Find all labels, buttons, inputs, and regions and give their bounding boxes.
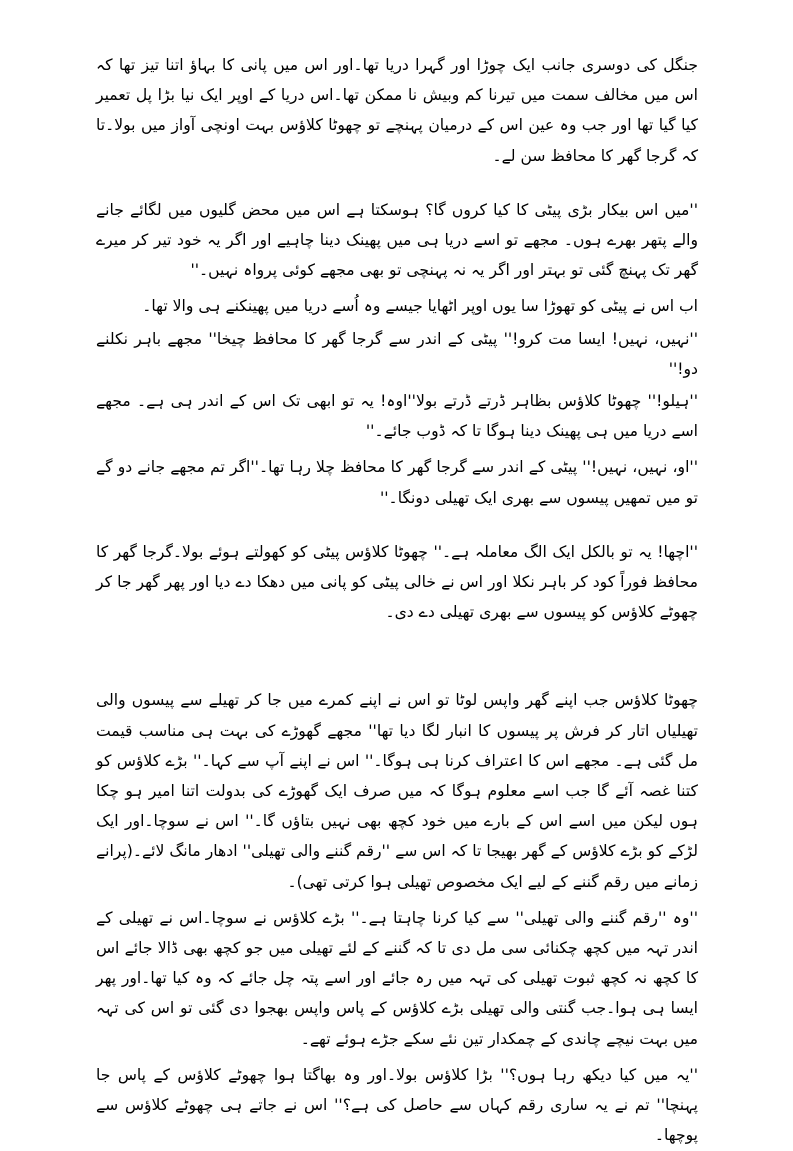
paragraph-sexton-released: ''اچھا! یہ تو بالکل ایک الگ معاملہ ہے۔'' چھوٹا کلاؤس پیٹی کو کھولتے ہوئے بولا۔گرجا گھر کا محافظ فوراً کود کر باہر نکلا اور اس نے خالی پیٹی کو پانی میں دھکا دے دیا اور پھر گھر جا کر چھوٹے کلاؤس کو پیسوں سے بھری تھیلی دے دی۔ — [96, 542, 698, 622]
paragraph-useless-chest: ''میں اس بیکار بڑی پیٹی کا کیا کروں گا؟ ہوسکتا ہے اس میں محض گلیوں میں لگائے جانے والے پتھر بھرے ہوں۔ مجھے تو اسے دریا ہی میں پھینک دینا چاہیے اور اگر یہ خود تیر کر میرے گھر تک پہنچ گئی تو بہتر اور اگر یہ نہ پہنچی تو بھی مجھے کوئی پرواہ نہیں۔'' — [96, 200, 698, 280]
paragraph-big-claus-asks: ''یہ میں کیا دیکھ رہا ہوں؟'' بڑا کلاؤس بولا۔اور وہ بھاگتا ہوا چھوٹے کلاؤس کے پاس جا پہنچا'' تم نے یہ ساری رقم کہاں سے حاصل کی ہے؟'' اس نے جاتے ہی چھوٹے کلاؤس سے پوچھا۔ — [96, 1065, 698, 1145]
section-gap — [96, 627, 698, 685]
paragraph-sexton-cries: ''نہیں، نہیں! ایسا مت کرو!'' پیٹی کے اندر سے گرجا گھر کا محافظ چیخا'' مجھے باہر نکلنے دو!'' — [96, 329, 698, 378]
paragraph-hello: ''ہیلو!'' چھوٹا کلاؤس بظاہر ڈرتے ڈرتے بولا''اوہ! یہ تو ابھی تک اس کے اندر ہی ہے۔ مجھے اسے دریا میں ہی پھینک دینا ہوگا تا کہ ڈوب جائے۔'' — [96, 392, 698, 441]
paragraph-counting-bag: ''وہ ''رقم گننے والی تھیلی'' سے کیا کرنا چاہتا ہے۔'' بڑے کلاؤس نے سوچا۔اس نے تھیلی کے اندر تہہ میں کچھ چکنائی سی مل دی تا کہ گننے کے لئے تھیلی میں جو کچھ بھی ڈالا جائے اس کا کچھ نہ کچھ ثبوت تھیلی کی تہہ میں رہ جائے اور اسے پتہ چل جائے کہ وہ کیا تھا۔اور پھر ایسا ہی ہوا۔جب گنتی والی تھیلی بڑے کلاؤس کے پاس واپس بھجوا دی گئی تو اس کی تہہ میں بہت نیچے چاندی کے چمکدار تین نئے سکے جڑے ہوئے تھے۔ — [96, 908, 698, 1048]
paragraph-gap — [96, 171, 698, 195]
paragraph-little-claus-home: چھوٹا کلاؤس جب اپنے گھر واپس لوٹا تو اس نے اپنے کمرے میں جا کر تھیلے سے پیسوں والی تھیلیاں اتار کر فرش پر پیسوں کا انبار لگا دیا تھا'' مجھے گھوڑے کی بہت ہی مناسب قیمت مل گئی ہے۔ مجھے اس کا اعتراف کرنا ہی ہوگا۔'' اس نے اپنے آپ سے کہا۔'' بڑے کلاؤس کو کتنا غصہ آئے گا جب اسے معلوم ہوگا کہ میں صرف ایک گھوڑے کی بدولت اتنا امیر ہو چکا ہوں لیکن میں اسے اس کے بارے میں خود کچھ بھی نہیں بتاؤں گا۔'' اس نے سوچا۔اور ایک لڑکے کو بڑے کلاؤس کے گھر بھیجا تا کہ اس سے ''رقم گننے والی تھیلی'' ادھار مانگ لائے۔(پرانے زمانے میں رقم گننے کے لیے ایک مخصوص تھیلی ہوا کرتی تھی)۔ — [96, 691, 698, 891]
story-text — [96, 50, 698, 1151]
paragraph-river-bridge: جنگل کی دوسری جانب ایک چوڑا اور گہرا دریا تھا۔اور اس میں پانی کا بہاؤ اتنا تیز تھا کہ اس میں مخالف سمت میں تیرنا کم وبیش نا ممکن تھا۔اس دریا کے اوپر ایک نیا بڑا پل تعمیر کیا گیا تھا اور جب وہ عین اس کے درمیان پہنچے تو چھوٹا کلاؤس بہت اونچی آواز میں بولا۔تا کہ گرجا گھر کا محافظ سن لے۔ — [96, 56, 698, 165]
paragraph-lifts-chest: اب اس نے پیٹی کو تھوڑا سا یوں اوپر اٹھایا جیسے وہ اُسے دریا میں پھینکنے ہی والا تھا۔ — [142, 297, 698, 316]
paragraph-gap — [96, 513, 698, 537]
paragraph-bag-of-money-offer: ''او، نہیں، نہیں!'' پیٹی کے اندر سے گرجا گھر کا محافظ چلا رہا تھا۔''اگر تم مجھے جانے دو گے تو میں تمھیں پیسوں سے بھری ایک تھیلی دونگا۔'' — [96, 458, 698, 507]
